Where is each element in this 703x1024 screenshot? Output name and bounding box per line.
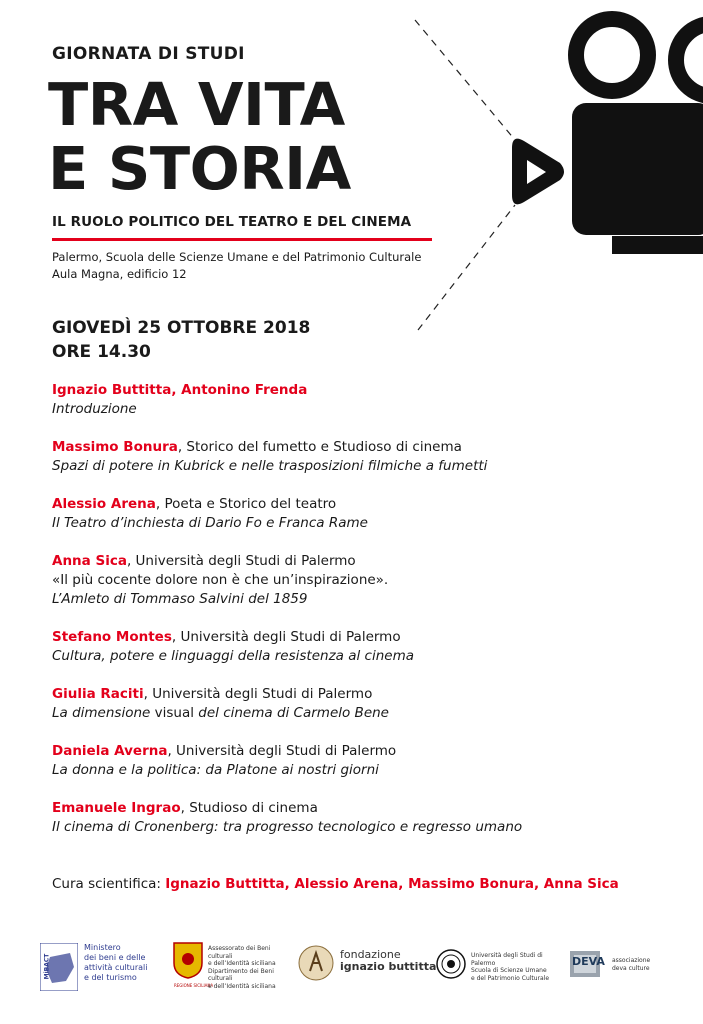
fondazione-text xyxy=(340,949,436,973)
venue-line-1: Palermo, Scuola delle Scienze Umane e del Patrimonio Culturale xyxy=(52,250,422,264)
mibact-logo xyxy=(40,935,150,995)
talk-title: Cultura, potere e linguaggi della resistenza al cinema xyxy=(52,648,414,664)
sponsor-logos xyxy=(40,935,680,995)
speaker-role: , Università degli Studi di Palermo xyxy=(171,629,401,645)
program-item xyxy=(52,799,652,837)
regione-line: Dipartimento dei Beni culturali xyxy=(208,967,274,982)
deva-logo xyxy=(568,935,680,995)
talk-title-part-a: La dimensione xyxy=(52,705,155,721)
unipa-seal-icon xyxy=(436,949,466,979)
speaker-name: Stefano Montes xyxy=(52,629,172,645)
regione-line: e dell’Identità siciliana xyxy=(208,982,276,990)
red-divider xyxy=(52,238,432,241)
scientific-curators xyxy=(52,876,619,892)
fondazione-emblem-icon xyxy=(298,945,334,981)
speaker-name: Ignazio Buttitta, Antonino Frenda xyxy=(52,382,308,398)
event-time-line: ORE 14.30 xyxy=(52,342,151,362)
mibact-line: attività culturali xyxy=(84,963,148,972)
speaker-name: Anna Sica xyxy=(52,553,127,569)
mibact-text xyxy=(84,943,147,983)
deva-text xyxy=(612,957,650,972)
regione-sicilia-logo xyxy=(172,935,292,995)
mibact-line: e del turismo xyxy=(84,973,137,982)
unipa-line: Scuola di Scienze Umane xyxy=(471,967,547,974)
mibact-line: dei beni e delle xyxy=(84,953,146,962)
speaker-role: , Università degli Studi di Palermo xyxy=(143,686,373,702)
curators-label: Cura scientifica: xyxy=(52,876,166,892)
fondazione-line-2: ignazio buttitta xyxy=(340,960,437,973)
curators-names: Ignazio Buttitta, Alessio Arena, Massimo Bonura, Anna Sica xyxy=(165,876,619,892)
speaker-role: , Studioso di cinema xyxy=(180,800,318,816)
speaker-role: , Storico del fumetto e Studioso di cinema xyxy=(177,439,462,455)
program-item xyxy=(52,742,652,780)
program-item xyxy=(52,552,652,609)
venue-line-2: Aula Magna, edificio 12 xyxy=(52,267,187,281)
regione-line: Assessorato dei Beni culturali xyxy=(208,945,271,960)
speaker-name: Emanuele Ingrao xyxy=(52,800,181,816)
program-item xyxy=(52,495,652,533)
speaker-role: , Poeta e Storico del teatro xyxy=(155,496,337,512)
talk-title: Introduzione xyxy=(52,401,137,417)
program-item xyxy=(52,381,652,419)
deva-line-2: deva culture xyxy=(612,964,650,972)
speaker-name: Massimo Bonura xyxy=(52,439,178,455)
speaker-name: Alessio Arena xyxy=(52,496,156,512)
speaker-role: , Università degli Studi di Palermo xyxy=(126,553,356,569)
page-title-line-1: TRA VITA xyxy=(48,70,345,139)
talk-title-part-b: visual xyxy=(154,705,194,721)
talk-title: Il Teatro d’inchiesta di Dario Fo e Franca Rame xyxy=(52,515,368,531)
program-item xyxy=(52,438,652,476)
talk-title xyxy=(52,704,652,723)
event-kicker: GIORNATA DI STUDI xyxy=(52,44,245,64)
speaker-name: Daniela Averna xyxy=(52,743,168,759)
speaker-name: Giulia Raciti xyxy=(52,686,144,702)
unipa-text xyxy=(471,952,561,982)
regione-sicilia-shield-icon xyxy=(172,941,204,979)
speaker-role: , Università degli Studi di Palermo xyxy=(167,743,397,759)
mibact-line: Ministero xyxy=(84,943,121,952)
unipa-logo xyxy=(436,935,561,995)
talk-title: Spazi di potere in Kubrick e nelle trasposizioni filmiche a fumetti xyxy=(52,458,488,474)
event-date xyxy=(52,316,310,364)
talk-title: Il cinema di Cronenberg: tra progresso tecnologico e regresso umano xyxy=(52,819,523,835)
page-title-line-2: E STORIA xyxy=(48,134,351,203)
talk-title: «Il più cocente dolore non è che un’inspirazione». xyxy=(52,572,389,588)
talk-title: La donna e la politica: da Platone ai nostri giorni xyxy=(52,762,379,778)
deva-line-1: associazione xyxy=(612,957,651,964)
deva-mark: DEVA xyxy=(572,955,605,968)
event-date-line: GIOVEDÌ 25 OTTOBRE 2018 xyxy=(52,318,311,338)
venue xyxy=(52,249,421,283)
subtitle: IL RUOLO POLITICO DEL TEATRO E DEL CINEMA xyxy=(52,214,412,230)
fondazione-line-1: fondazione xyxy=(340,948,401,961)
film-camera-icon xyxy=(380,0,703,340)
fondazione-buttitta-logo xyxy=(298,935,438,995)
program-item xyxy=(52,628,652,666)
regione-caption: REGIONE SICILIANA xyxy=(174,983,214,988)
unipa-line: Università degli Studi di Palermo xyxy=(471,952,543,967)
unipa-line: e del Patrimonio Culturale xyxy=(471,974,550,982)
regione-line: e dell’Identità siciliana xyxy=(208,960,276,967)
talk-title-line-2: L’Amleto di Tommaso Salvini del 1859 xyxy=(52,591,308,607)
program-item xyxy=(52,685,652,723)
mibact-badge: MiBACT xyxy=(43,953,51,980)
talk-title-part-c: del cinema di Carmelo Bene xyxy=(193,705,389,721)
regione-text xyxy=(208,945,292,990)
